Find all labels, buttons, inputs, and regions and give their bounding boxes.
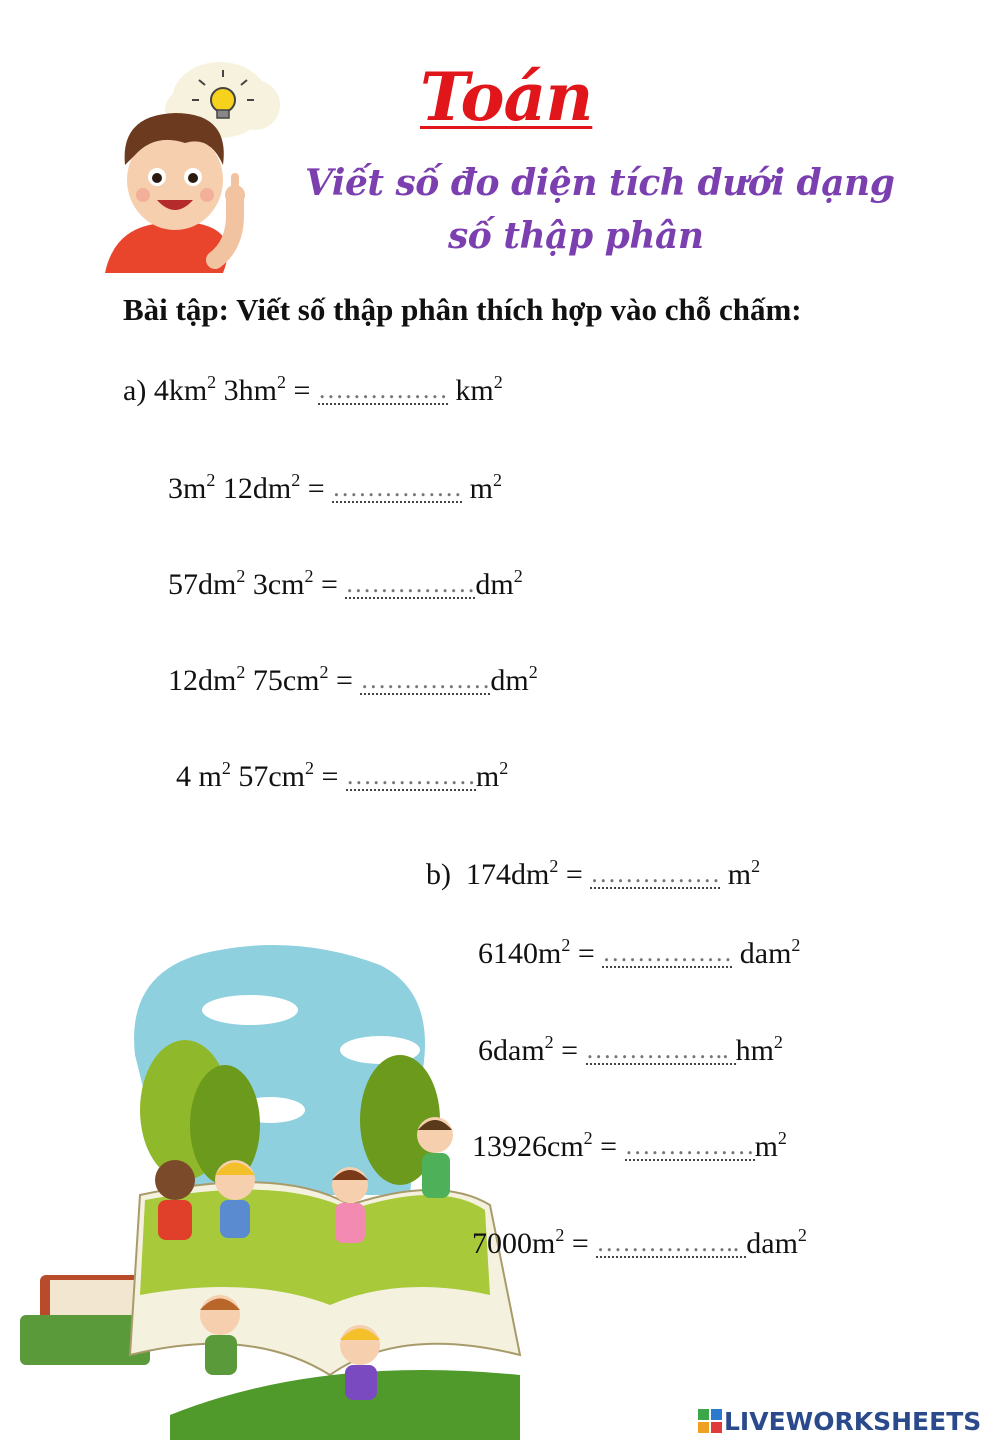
answer-input-a3[interactable] [345, 571, 475, 599]
answer-input-a5[interactable] [346, 763, 476, 791]
part-a-row-2: $3m^2$ $12dm^2$ = …………….. $m^2$ [168, 472, 502, 506]
answer-input-b2[interactable] [602, 940, 732, 968]
liveworksheets-logo: LIVEWORKSHEETS [698, 1407, 981, 1436]
answer-input-a1[interactable] [318, 377, 448, 405]
subtitle-line-1: Viết số đo diện tích dưới dạng [305, 162, 895, 204]
part-a-row-3: $57dm^2$ $3cm^2$ = …………….. $dm^2$ [168, 568, 523, 602]
answer-input-b3[interactable] [586, 1037, 736, 1065]
part-a-row-4: $12dm^2$ $75cm^2$ = …………….. $dm^2$ [168, 664, 538, 698]
part-b-row-5: $7000m^2$ = …………….. dam$^2$ [472, 1227, 807, 1261]
open-book-kids-illustration [20, 935, 530, 1440]
part-a-row-5: 4 $m^2$ $57cm^2$ = …………….. $m^2$ [176, 760, 508, 794]
exercise-heading: Bài tập: Viết số thập phân thích hợp vào chỗ chấm: [123, 292, 802, 327]
part-b-row-2: $6140m^2$ = …………….. dam$^2$ [478, 937, 800, 971]
part-a-row-1: a) $4km^2$ $3hm^2$ = …………….. $km^2$ [123, 374, 503, 408]
answer-input-b5[interactable] [596, 1230, 746, 1258]
boy-idea-illustration [95, 55, 295, 280]
page-title: Toán [420, 58, 593, 136]
answer-input-b4[interactable] [625, 1133, 755, 1161]
part-a-label: a) [123, 374, 147, 407]
part-b-row-4: $13926cm^2$ = …………….. $m^2$ [472, 1130, 787, 1164]
part-b-label: b) [426, 858, 451, 891]
answer-input-a2[interactable] [332, 475, 462, 503]
part-b-row-1: b) $174dm^2$ = …………….. $m^2$ [426, 858, 760, 892]
subtitle-line-2: số thập phân [448, 215, 704, 257]
liveworksheets-logo-icon [698, 1409, 722, 1433]
part-b-row-3: 6dam$^2$ = …………….. $hm^2$ [478, 1034, 783, 1068]
answer-input-a4[interactable] [360, 667, 490, 695]
answer-input-b1[interactable] [590, 861, 720, 889]
